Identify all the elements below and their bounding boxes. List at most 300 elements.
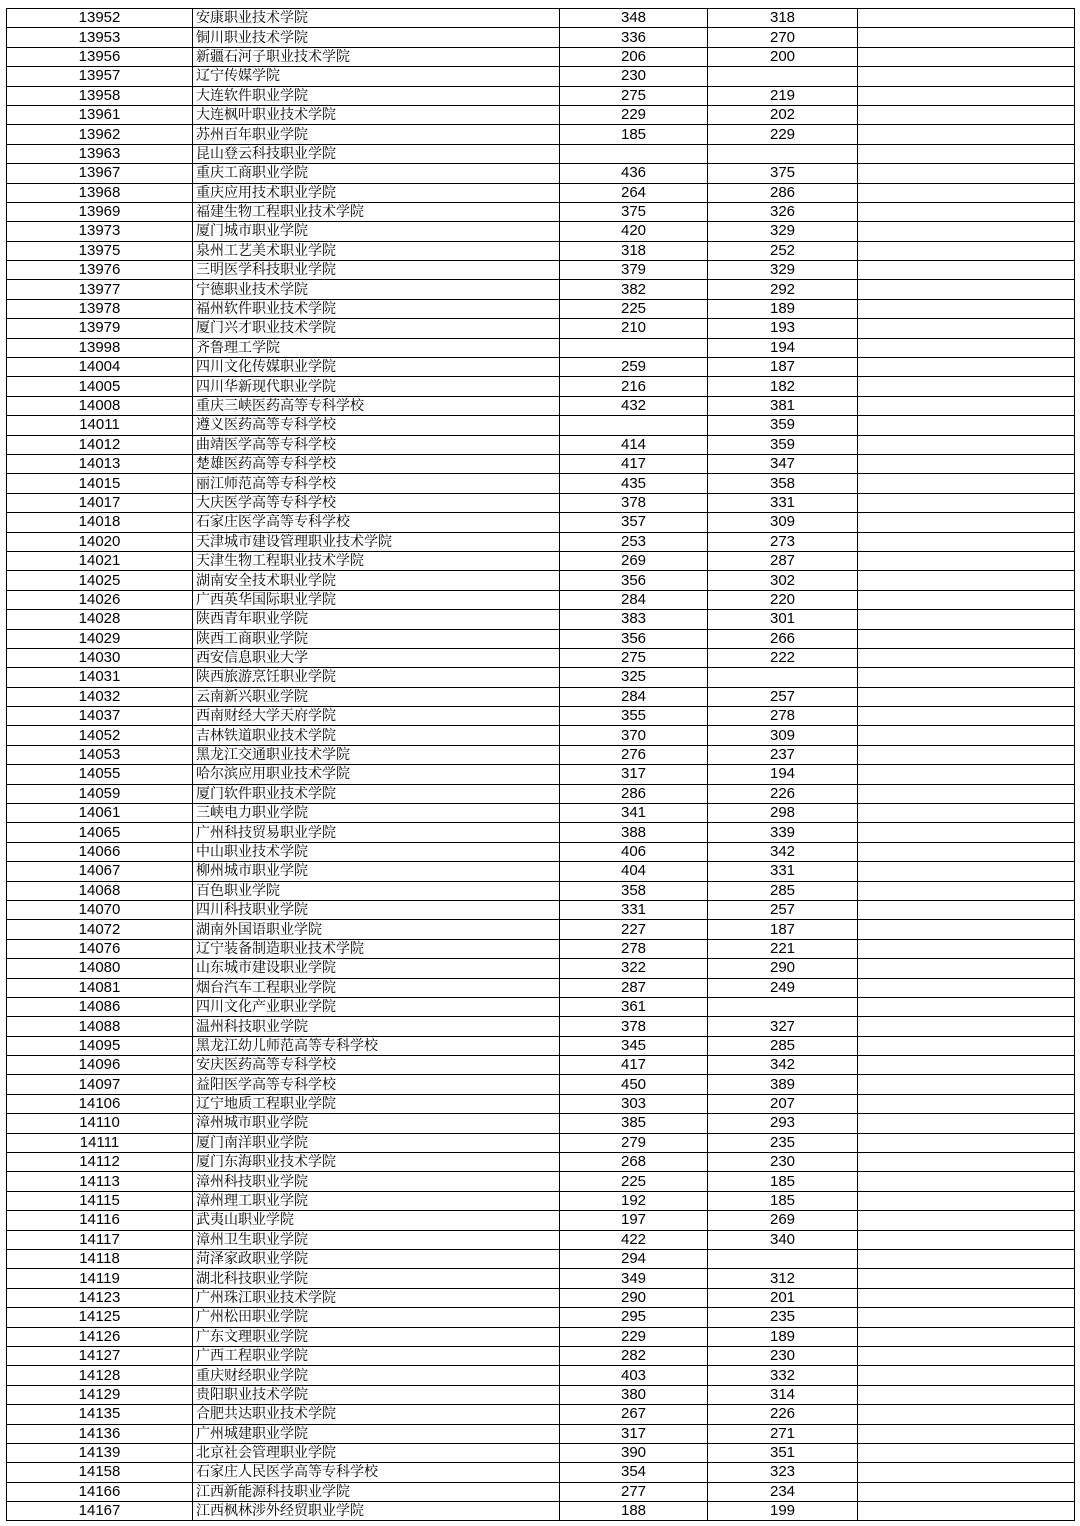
- score-1-cell: 379: [560, 261, 708, 280]
- score-2-cell: 226: [708, 784, 858, 803]
- score-2-cell: 339: [708, 823, 858, 842]
- empty-cell: [858, 1346, 1075, 1365]
- empty-cell: [858, 842, 1075, 861]
- school-name-cell: 四川文化传媒职业学院: [193, 358, 560, 377]
- school-code-cell: 13967: [7, 164, 193, 183]
- score-2-cell: 185: [708, 1172, 858, 1191]
- score-2-cell: 389: [708, 1075, 858, 1094]
- school-name-cell: 山东城市建设职业学院: [193, 959, 560, 978]
- school-code-cell: 14020: [7, 532, 193, 551]
- school-code-cell: 13973: [7, 222, 193, 241]
- school-code-cell: 14059: [7, 784, 193, 803]
- table-row: [7, 881, 1075, 900]
- score-1-cell: 417: [560, 1056, 708, 1075]
- score-2-cell: 189: [708, 299, 858, 318]
- school-code-cell: 14118: [7, 1250, 193, 1269]
- score-1-cell: 406: [560, 842, 708, 861]
- empty-cell: [858, 900, 1075, 919]
- empty-cell: [858, 67, 1075, 86]
- school-code-cell: 14028: [7, 610, 193, 629]
- school-name-cell: 丽江师范高等专科学校: [193, 474, 560, 493]
- school-name-cell: 遵义医药高等专科学校: [193, 416, 560, 435]
- score-2-cell: [708, 67, 858, 86]
- empty-cell: [858, 1191, 1075, 1210]
- school-code-cell: 14072: [7, 920, 193, 939]
- score-1-cell: 279: [560, 1133, 708, 1152]
- table-row: [7, 784, 1075, 803]
- table-row: [7, 629, 1075, 648]
- school-name-cell: 厦门兴才职业技术学院: [193, 319, 560, 338]
- score-2-cell: 302: [708, 571, 858, 590]
- score-2-cell: 193: [708, 319, 858, 338]
- table-row: [7, 338, 1075, 357]
- empty-cell: [858, 687, 1075, 706]
- table-row: [7, 396, 1075, 415]
- score-2-cell: [708, 1250, 858, 1269]
- score-2-cell: 237: [708, 745, 858, 764]
- table-row: [7, 1172, 1075, 1191]
- score-1-cell: 303: [560, 1094, 708, 1113]
- school-name-cell: 广州松田职业学院: [193, 1308, 560, 1327]
- table-row: [7, 842, 1075, 861]
- score-2-cell: 351: [708, 1443, 858, 1462]
- school-name-cell: 漳州城市职业学院: [193, 1114, 560, 1133]
- empty-cell: [858, 125, 1075, 144]
- school-name-cell: 贵阳职业技术学院: [193, 1385, 560, 1404]
- score-2-cell: [708, 668, 858, 687]
- score-2-cell: 359: [708, 416, 858, 435]
- table-row: [7, 1211, 1075, 1230]
- school-name-cell: 烟台汽车工程职业学院: [193, 978, 560, 997]
- score-1-cell: 322: [560, 959, 708, 978]
- table-row: [7, 1327, 1075, 1346]
- score-sheet: [6, 8, 1074, 1521]
- score-1-cell: [560, 144, 708, 163]
- table-row: [7, 67, 1075, 86]
- table-row: [7, 997, 1075, 1016]
- empty-cell: [858, 1056, 1075, 1075]
- empty-cell: [858, 493, 1075, 512]
- empty-cell: [858, 474, 1075, 493]
- score-1-cell: 348: [560, 9, 708, 28]
- school-code-cell: 14088: [7, 1017, 193, 1036]
- score-2-cell: 323: [708, 1463, 858, 1482]
- school-name-cell: 大庆医学高等专科学校: [193, 493, 560, 512]
- empty-cell: [858, 9, 1075, 28]
- table-row: [7, 707, 1075, 726]
- table-row: [7, 1056, 1075, 1075]
- school-name-cell: 武夷山职业学院: [193, 1211, 560, 1230]
- table-row: [7, 823, 1075, 842]
- school-code-cell: 14125: [7, 1308, 193, 1327]
- school-code-cell: 14129: [7, 1385, 193, 1404]
- school-code-cell: 14052: [7, 726, 193, 745]
- table-row: [7, 1463, 1075, 1482]
- score-1-cell: 414: [560, 435, 708, 454]
- school-name-cell: 三明医学科技职业学院: [193, 261, 560, 280]
- empty-cell: [858, 629, 1075, 648]
- score-2-cell: 269: [708, 1211, 858, 1230]
- school-name-cell: 三峡电力职业学院: [193, 804, 560, 823]
- score-1-cell: 378: [560, 493, 708, 512]
- school-name-cell: 辽宁地质工程职业学院: [193, 1094, 560, 1113]
- school-name-cell: 菏泽家政职业学院: [193, 1250, 560, 1269]
- table-row: [7, 1133, 1075, 1152]
- empty-cell: [858, 1036, 1075, 1055]
- score-1-cell: 325: [560, 668, 708, 687]
- score-1-cell: 358: [560, 881, 708, 900]
- score-1-cell: 336: [560, 28, 708, 47]
- school-name-cell: 陕西青年职业学院: [193, 610, 560, 629]
- score-1-cell: 382: [560, 280, 708, 299]
- table-row: [7, 1094, 1075, 1113]
- score-2-cell: 257: [708, 900, 858, 919]
- score-1-cell: 284: [560, 590, 708, 609]
- score-1-cell: 356: [560, 571, 708, 590]
- empty-cell: [858, 707, 1075, 726]
- table-row: [7, 745, 1075, 764]
- score-1-cell: 290: [560, 1288, 708, 1307]
- score-1-cell: 188: [560, 1502, 708, 1521]
- table-row: [7, 47, 1075, 66]
- school-code-cell: 14017: [7, 493, 193, 512]
- score-2-cell: 266: [708, 629, 858, 648]
- school-name-cell: 湖南安全技术职业学院: [193, 571, 560, 590]
- empty-cell: [858, 435, 1075, 454]
- score-1-cell: 450: [560, 1075, 708, 1094]
- school-name-cell: 漳州科技职业学院: [193, 1172, 560, 1191]
- school-code-cell: 13962: [7, 125, 193, 144]
- score-1-cell: 361: [560, 997, 708, 1016]
- score-1-cell: 422: [560, 1230, 708, 1249]
- school-code-cell: 14005: [7, 377, 193, 396]
- empty-cell: [858, 241, 1075, 260]
- empty-cell: [858, 726, 1075, 745]
- score-2-cell: 182: [708, 377, 858, 396]
- school-code-cell: 14128: [7, 1366, 193, 1385]
- empty-cell: [858, 1366, 1075, 1385]
- school-code-cell: 14011: [7, 416, 193, 435]
- score-table: [6, 8, 1075, 1521]
- score-1-cell: 378: [560, 1017, 708, 1036]
- table-row: [7, 183, 1075, 202]
- school-code-cell: 14081: [7, 978, 193, 997]
- school-name-cell: 大连枫叶职业技术学院: [193, 105, 560, 124]
- score-2-cell: 298: [708, 804, 858, 823]
- table-row: [7, 648, 1075, 667]
- empty-cell: [858, 610, 1075, 629]
- empty-cell: [858, 784, 1075, 803]
- school-code-cell: 13976: [7, 261, 193, 280]
- score-2-cell: 221: [708, 939, 858, 958]
- school-name-cell: 齐鲁理工学院: [193, 338, 560, 357]
- score-1-cell: 197: [560, 1211, 708, 1230]
- score-2-cell: 252: [708, 241, 858, 260]
- school-code-cell: 14095: [7, 1036, 193, 1055]
- school-name-cell: 重庆应用技术职业学院: [193, 183, 560, 202]
- school-name-cell: 黑龙江交通职业技术学院: [193, 745, 560, 764]
- score-1-cell: 216: [560, 377, 708, 396]
- school-code-cell: 14037: [7, 707, 193, 726]
- score-1-cell: 206: [560, 47, 708, 66]
- score-1-cell: 268: [560, 1153, 708, 1172]
- school-code-cell: 14097: [7, 1075, 193, 1094]
- score-2-cell: 273: [708, 532, 858, 551]
- empty-cell: [858, 261, 1075, 280]
- table-row: [7, 1269, 1075, 1288]
- empty-cell: [858, 939, 1075, 958]
- score-1-cell: 295: [560, 1308, 708, 1327]
- score-2-cell: 285: [708, 1036, 858, 1055]
- score-2-cell: 202: [708, 105, 858, 124]
- school-name-cell: 重庆三峡医药高等专科学校: [193, 396, 560, 415]
- school-code-cell: 14115: [7, 1191, 193, 1210]
- score-1-cell: [560, 338, 708, 357]
- score-2-cell: 207: [708, 1094, 858, 1113]
- empty-cell: [858, 1153, 1075, 1172]
- empty-cell: [858, 299, 1075, 318]
- school-name-cell: 天津城市建设管理职业技术学院: [193, 532, 560, 551]
- school-code-cell: 14076: [7, 939, 193, 958]
- table-row: [7, 9, 1075, 28]
- table-row: [7, 261, 1075, 280]
- score-2-cell: 222: [708, 648, 858, 667]
- table-row: [7, 1346, 1075, 1365]
- school-name-cell: 江西新能源科技职业学院: [193, 1482, 560, 1501]
- empty-cell: [858, 396, 1075, 415]
- empty-cell: [858, 1482, 1075, 1501]
- school-name-cell: 黑龙江幼儿师范高等专科学校: [193, 1036, 560, 1055]
- school-name-cell: 四川文化产业职业学院: [193, 997, 560, 1016]
- score-2-cell: 220: [708, 590, 858, 609]
- table-row: [7, 144, 1075, 163]
- empty-cell: [858, 1443, 1075, 1462]
- score-2-cell: 226: [708, 1405, 858, 1424]
- empty-cell: [858, 338, 1075, 357]
- score-2-cell: 340: [708, 1230, 858, 1249]
- empty-cell: [858, 804, 1075, 823]
- score-2-cell: 358: [708, 474, 858, 493]
- score-2-cell: 329: [708, 261, 858, 280]
- school-code-cell: 14065: [7, 823, 193, 842]
- school-code-cell: 14018: [7, 513, 193, 532]
- school-code-cell: 13952: [7, 9, 193, 28]
- school-name-cell: 福建生物工程职业技术学院: [193, 202, 560, 221]
- empty-cell: [858, 590, 1075, 609]
- school-code-cell: 14136: [7, 1424, 193, 1443]
- school-name-cell: 楚雄医药高等专科学校: [193, 454, 560, 473]
- school-code-cell: 14123: [7, 1288, 193, 1307]
- school-code-cell: 14026: [7, 590, 193, 609]
- score-2-cell: 185: [708, 1191, 858, 1210]
- score-1-cell: 287: [560, 978, 708, 997]
- school-code-cell: 14067: [7, 862, 193, 881]
- school-code-cell: 14116: [7, 1211, 193, 1230]
- score-1-cell: 380: [560, 1385, 708, 1404]
- school-name-cell: 湖南外国语职业学院: [193, 920, 560, 939]
- school-code-cell: 13956: [7, 47, 193, 66]
- score-1-cell: 385: [560, 1114, 708, 1133]
- table-row: [7, 1366, 1075, 1385]
- table-row: [7, 668, 1075, 687]
- school-code-cell: 14013: [7, 454, 193, 473]
- table-row: [7, 804, 1075, 823]
- score-1-cell: 267: [560, 1405, 708, 1424]
- empty-cell: [858, 959, 1075, 978]
- school-name-cell: 新疆石河子职业技术学院: [193, 47, 560, 66]
- school-name-cell: 合肥共达职业技术学院: [193, 1405, 560, 1424]
- score-2-cell: 314: [708, 1385, 858, 1404]
- school-code-cell: 13979: [7, 319, 193, 338]
- score-2-cell: 235: [708, 1133, 858, 1152]
- empty-cell: [858, 571, 1075, 590]
- score-2-cell: 359: [708, 435, 858, 454]
- score-2-cell: 286: [708, 183, 858, 202]
- school-name-cell: 广州科技贸易职业学院: [193, 823, 560, 842]
- school-name-cell: 陕西工商职业学院: [193, 629, 560, 648]
- school-name-cell: 天津生物工程职业技术学院: [193, 551, 560, 570]
- score-1-cell: 227: [560, 920, 708, 939]
- score-2-cell: 249: [708, 978, 858, 997]
- school-code-cell: 13958: [7, 86, 193, 105]
- score-2-cell: [708, 144, 858, 163]
- score-2-cell: 301: [708, 610, 858, 629]
- table-row: [7, 1385, 1075, 1404]
- score-1-cell: 317: [560, 765, 708, 784]
- table-row: [7, 1191, 1075, 1210]
- school-name-cell: 辽宁装备制造职业技术学院: [193, 939, 560, 958]
- school-name-cell: 厦门城市职业学院: [193, 222, 560, 241]
- school-code-cell: 14030: [7, 648, 193, 667]
- score-1-cell: 341: [560, 804, 708, 823]
- table-row: [7, 416, 1075, 435]
- school-code-cell: 14029: [7, 629, 193, 648]
- table-row: [7, 125, 1075, 144]
- score-1-cell: 420: [560, 222, 708, 241]
- school-code-cell: 14158: [7, 1463, 193, 1482]
- table-row: [7, 1405, 1075, 1424]
- empty-cell: [858, 551, 1075, 570]
- score-1-cell: 403: [560, 1366, 708, 1385]
- school-name-cell: 西安信息职业大学: [193, 648, 560, 667]
- school-name-cell: 苏州百年职业学院: [193, 125, 560, 144]
- table-row: [7, 610, 1075, 629]
- school-name-cell: 哈尔滨应用职业技术学院: [193, 765, 560, 784]
- table-row: [7, 1443, 1075, 1462]
- table-row: [7, 164, 1075, 183]
- empty-cell: [858, 1327, 1075, 1346]
- school-code-cell: 14070: [7, 900, 193, 919]
- school-name-cell: 江西枫林涉外经贸职业学院: [193, 1502, 560, 1521]
- school-code-cell: 14139: [7, 1443, 193, 1462]
- school-name-cell: 云南新兴职业学院: [193, 687, 560, 706]
- table-row: [7, 1230, 1075, 1249]
- score-1-cell: 277: [560, 1482, 708, 1501]
- score-1-cell: 282: [560, 1346, 708, 1365]
- table-row: [7, 862, 1075, 881]
- score-2-cell: 293: [708, 1114, 858, 1133]
- empty-cell: [858, 823, 1075, 842]
- school-name-cell: 漳州理工职业学院: [193, 1191, 560, 1210]
- school-name-cell: 辽宁传媒学院: [193, 67, 560, 86]
- table-row: [7, 513, 1075, 532]
- school-code-cell: 14166: [7, 1482, 193, 1501]
- score-2-cell: 257: [708, 687, 858, 706]
- school-name-cell: 益阳医学高等专科学校: [193, 1075, 560, 1094]
- empty-cell: [858, 1424, 1075, 1443]
- score-2-cell: 230: [708, 1153, 858, 1172]
- empty-cell: [858, 1288, 1075, 1307]
- table-row: [7, 474, 1075, 493]
- school-name-cell: 吉林铁道职业技术学院: [193, 726, 560, 745]
- table-row: [7, 493, 1075, 512]
- empty-cell: [858, 202, 1075, 221]
- school-name-cell: 陕西旅游烹饪职业学院: [193, 668, 560, 687]
- score-2-cell: 292: [708, 280, 858, 299]
- table-row: [7, 726, 1075, 745]
- school-name-cell: 中山职业技术学院: [193, 842, 560, 861]
- table-row: [7, 454, 1075, 473]
- school-name-cell: 温州科技职业学院: [193, 1017, 560, 1036]
- score-2-cell: 230: [708, 1346, 858, 1365]
- table-row: [7, 687, 1075, 706]
- table-row: [7, 939, 1075, 958]
- score-1-cell: 383: [560, 610, 708, 629]
- score-1-cell: 225: [560, 1172, 708, 1191]
- score-2-cell: 347: [708, 454, 858, 473]
- school-code-cell: 14111: [7, 1133, 193, 1152]
- table-row: [7, 86, 1075, 105]
- school-code-cell: 14117: [7, 1230, 193, 1249]
- school-code-cell: 13968: [7, 183, 193, 202]
- school-name-cell: 北京社会管理职业学院: [193, 1443, 560, 1462]
- score-1-cell: 435: [560, 474, 708, 493]
- empty-cell: [858, 978, 1075, 997]
- score-2-cell: 187: [708, 920, 858, 939]
- school-name-cell: 厦门东海职业技术学院: [193, 1153, 560, 1172]
- school-name-cell: 安康职业技术学院: [193, 9, 560, 28]
- score-2-cell: 194: [708, 765, 858, 784]
- school-name-cell: 广西工程职业学院: [193, 1346, 560, 1365]
- score-2-cell: 200: [708, 47, 858, 66]
- school-code-cell: 13969: [7, 202, 193, 221]
- score-1-cell: 355: [560, 707, 708, 726]
- score-1-cell: 388: [560, 823, 708, 842]
- school-name-cell: 广西英华国际职业学院: [193, 590, 560, 609]
- school-name-cell: 石家庄人民医学高等专科学校: [193, 1463, 560, 1482]
- empty-cell: [858, 1133, 1075, 1152]
- empty-cell: [858, 648, 1075, 667]
- empty-cell: [858, 358, 1075, 377]
- score-2-cell: 327: [708, 1017, 858, 1036]
- school-name-cell: 重庆工商职业学院: [193, 164, 560, 183]
- table-row: [7, 551, 1075, 570]
- school-code-cell: 14096: [7, 1056, 193, 1075]
- school-name-cell: 漳州卫生职业学院: [193, 1230, 560, 1249]
- score-2-cell: 271: [708, 1424, 858, 1443]
- empty-cell: [858, 1230, 1075, 1249]
- table-row: [7, 280, 1075, 299]
- score-1-cell: [560, 416, 708, 435]
- score-2-cell: 285: [708, 881, 858, 900]
- school-code-cell: 13977: [7, 280, 193, 299]
- school-code-cell: 14068: [7, 881, 193, 900]
- table-row: [7, 222, 1075, 241]
- empty-cell: [858, 1250, 1075, 1269]
- empty-cell: [858, 920, 1075, 939]
- empty-cell: [858, 668, 1075, 687]
- score-1-cell: 286: [560, 784, 708, 803]
